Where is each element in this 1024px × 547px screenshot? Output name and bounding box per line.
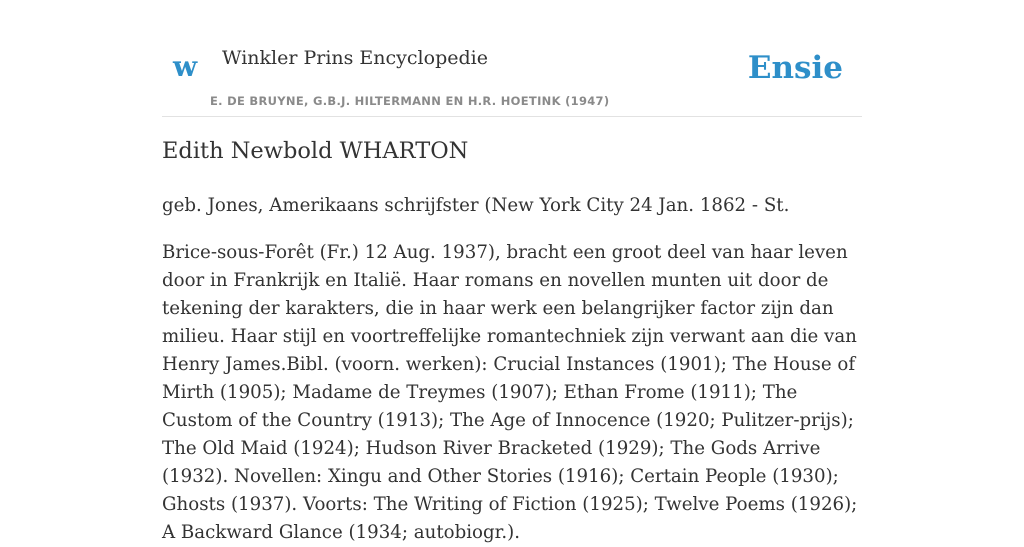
winkler-prins-logo-icon[interactable]: w bbox=[173, 50, 198, 83]
article-title: Edith Newbold WHARTON bbox=[162, 138, 469, 164]
encyclopedia-header bbox=[162, 40, 862, 117]
article-paragraph: geb. Jones, Amerikaans schrijfster (New York City 24 Jan. 1862 - St. bbox=[162, 195, 790, 216]
article-paragraph: Brice-sous-Forêt (Fr.) 12 Aug. 1937), bracht een groot deel van haar leven door in Frankrijk en Italië. Haar romans en novellen munten uit door de tekening der karakters, die in haar werk een belangrijker factor zijn dan milieu. Haar stijl en voortreffelijke romantechniek zijn verwant aan die van Henry James.Bibl. (voorn. werken): Crucial Instances (1901); The House of Mirth (1905); Madame de Treymes (1907); Ethan Frome (1911); The Custom of the Country (1913); The Age of Innocence (1920; Pulitzer-prijs); The Old Maid (1924); Hudson River Bracketed (1929); The Gods Arrive (1932). Novellen: Xingu and Other Stories (1916); Certain People (1930); Ghosts (1937). Voorts: The Writing of Fiction (1925); Twelve Poems (1926); A Backward Glance (1934; autobiogr.). bbox=[162, 242, 858, 543]
source-authors: E. DE BRUYNE, G.B.J. HILTERMANN EN H.R. HOETINK (1947) bbox=[210, 94, 610, 108]
ensie-brand-link[interactable]: Ensie bbox=[747, 50, 843, 86]
source-title[interactable]: Winkler Prins Encyclopedie bbox=[222, 47, 488, 69]
